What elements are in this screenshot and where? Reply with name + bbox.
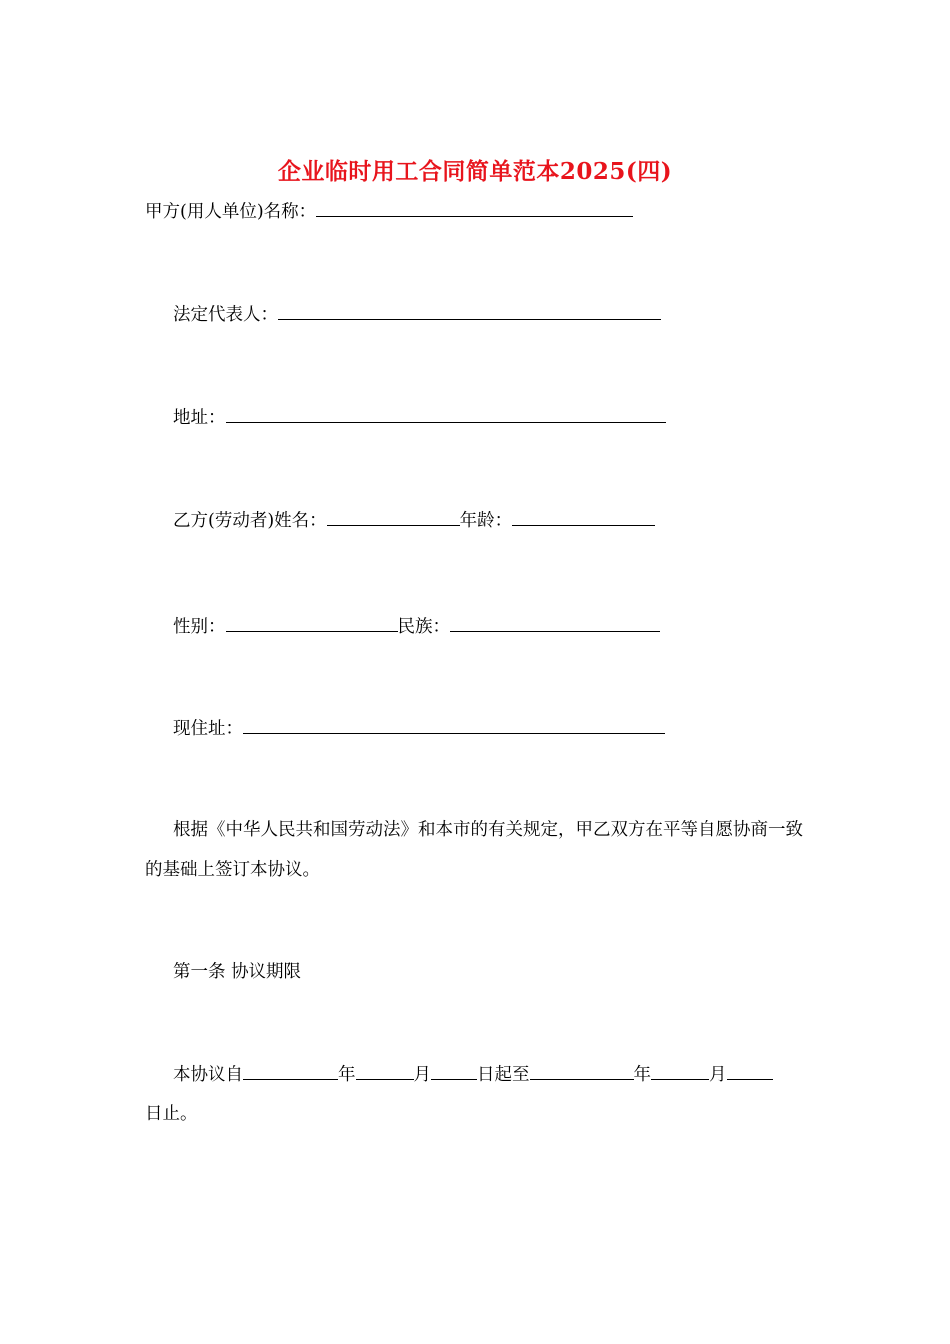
legal-rep-label: 法定代表人： (173, 305, 278, 325)
term-end-text: 日止。 (145, 1104, 198, 1124)
gender-blank (226, 616, 398, 632)
residence-blank (243, 718, 665, 734)
end-day-blank (727, 1064, 773, 1080)
gender-row (173, 615, 660, 639)
address-label: 地址： (173, 408, 226, 428)
end-month-label: 月 (709, 1065, 727, 1085)
start-year-label: 年 (338, 1065, 356, 1085)
end-year-blank (530, 1064, 634, 1080)
party-b-name-row (173, 509, 655, 533)
start-month-blank (356, 1064, 414, 1080)
residence-label: 现住址： (173, 719, 243, 739)
gender-label: 性别： (173, 617, 226, 637)
start-day-blank (431, 1064, 477, 1080)
start-month-label: 月 (413, 1065, 431, 1085)
day-from-label: 日起至 (477, 1065, 530, 1085)
age-blank (512, 510, 655, 526)
document-title: 企业临时用工合同简单范本2025(四) (277, 158, 673, 185)
end-month-blank (651, 1064, 709, 1080)
start-year-blank (243, 1064, 338, 1080)
term-start-text: 本协议自 (173, 1065, 243, 1085)
legal-rep-blank (278, 304, 661, 320)
party-a-name-blank (316, 201, 633, 217)
party-a-name-label: 甲方(用人单位)名称： (145, 202, 317, 222)
preamble-paragraph: 根据《中华人民共和国劳动法》和本市的有关规定，甲乙双方在平等自愿协商一致的基础上签订本协议。 (145, 820, 803, 880)
end-year-label: 年 (633, 1065, 651, 1085)
age-label: 年龄： (459, 511, 513, 531)
party-a-name-row (145, 200, 633, 224)
ethnicity-blank (450, 616, 660, 632)
party-b-name-label: 乙方(劳动者)姓名： (173, 511, 327, 531)
term-row (173, 1063, 773, 1087)
party-b-name-blank (327, 510, 460, 526)
residence-row (173, 717, 665, 741)
article-1-heading: 第一条 协议期限 (173, 962, 302, 982)
ethnicity-label: 民族： (397, 617, 450, 637)
address-row (173, 406, 666, 430)
legal-rep-row (173, 303, 661, 327)
address-blank (226, 407, 666, 423)
